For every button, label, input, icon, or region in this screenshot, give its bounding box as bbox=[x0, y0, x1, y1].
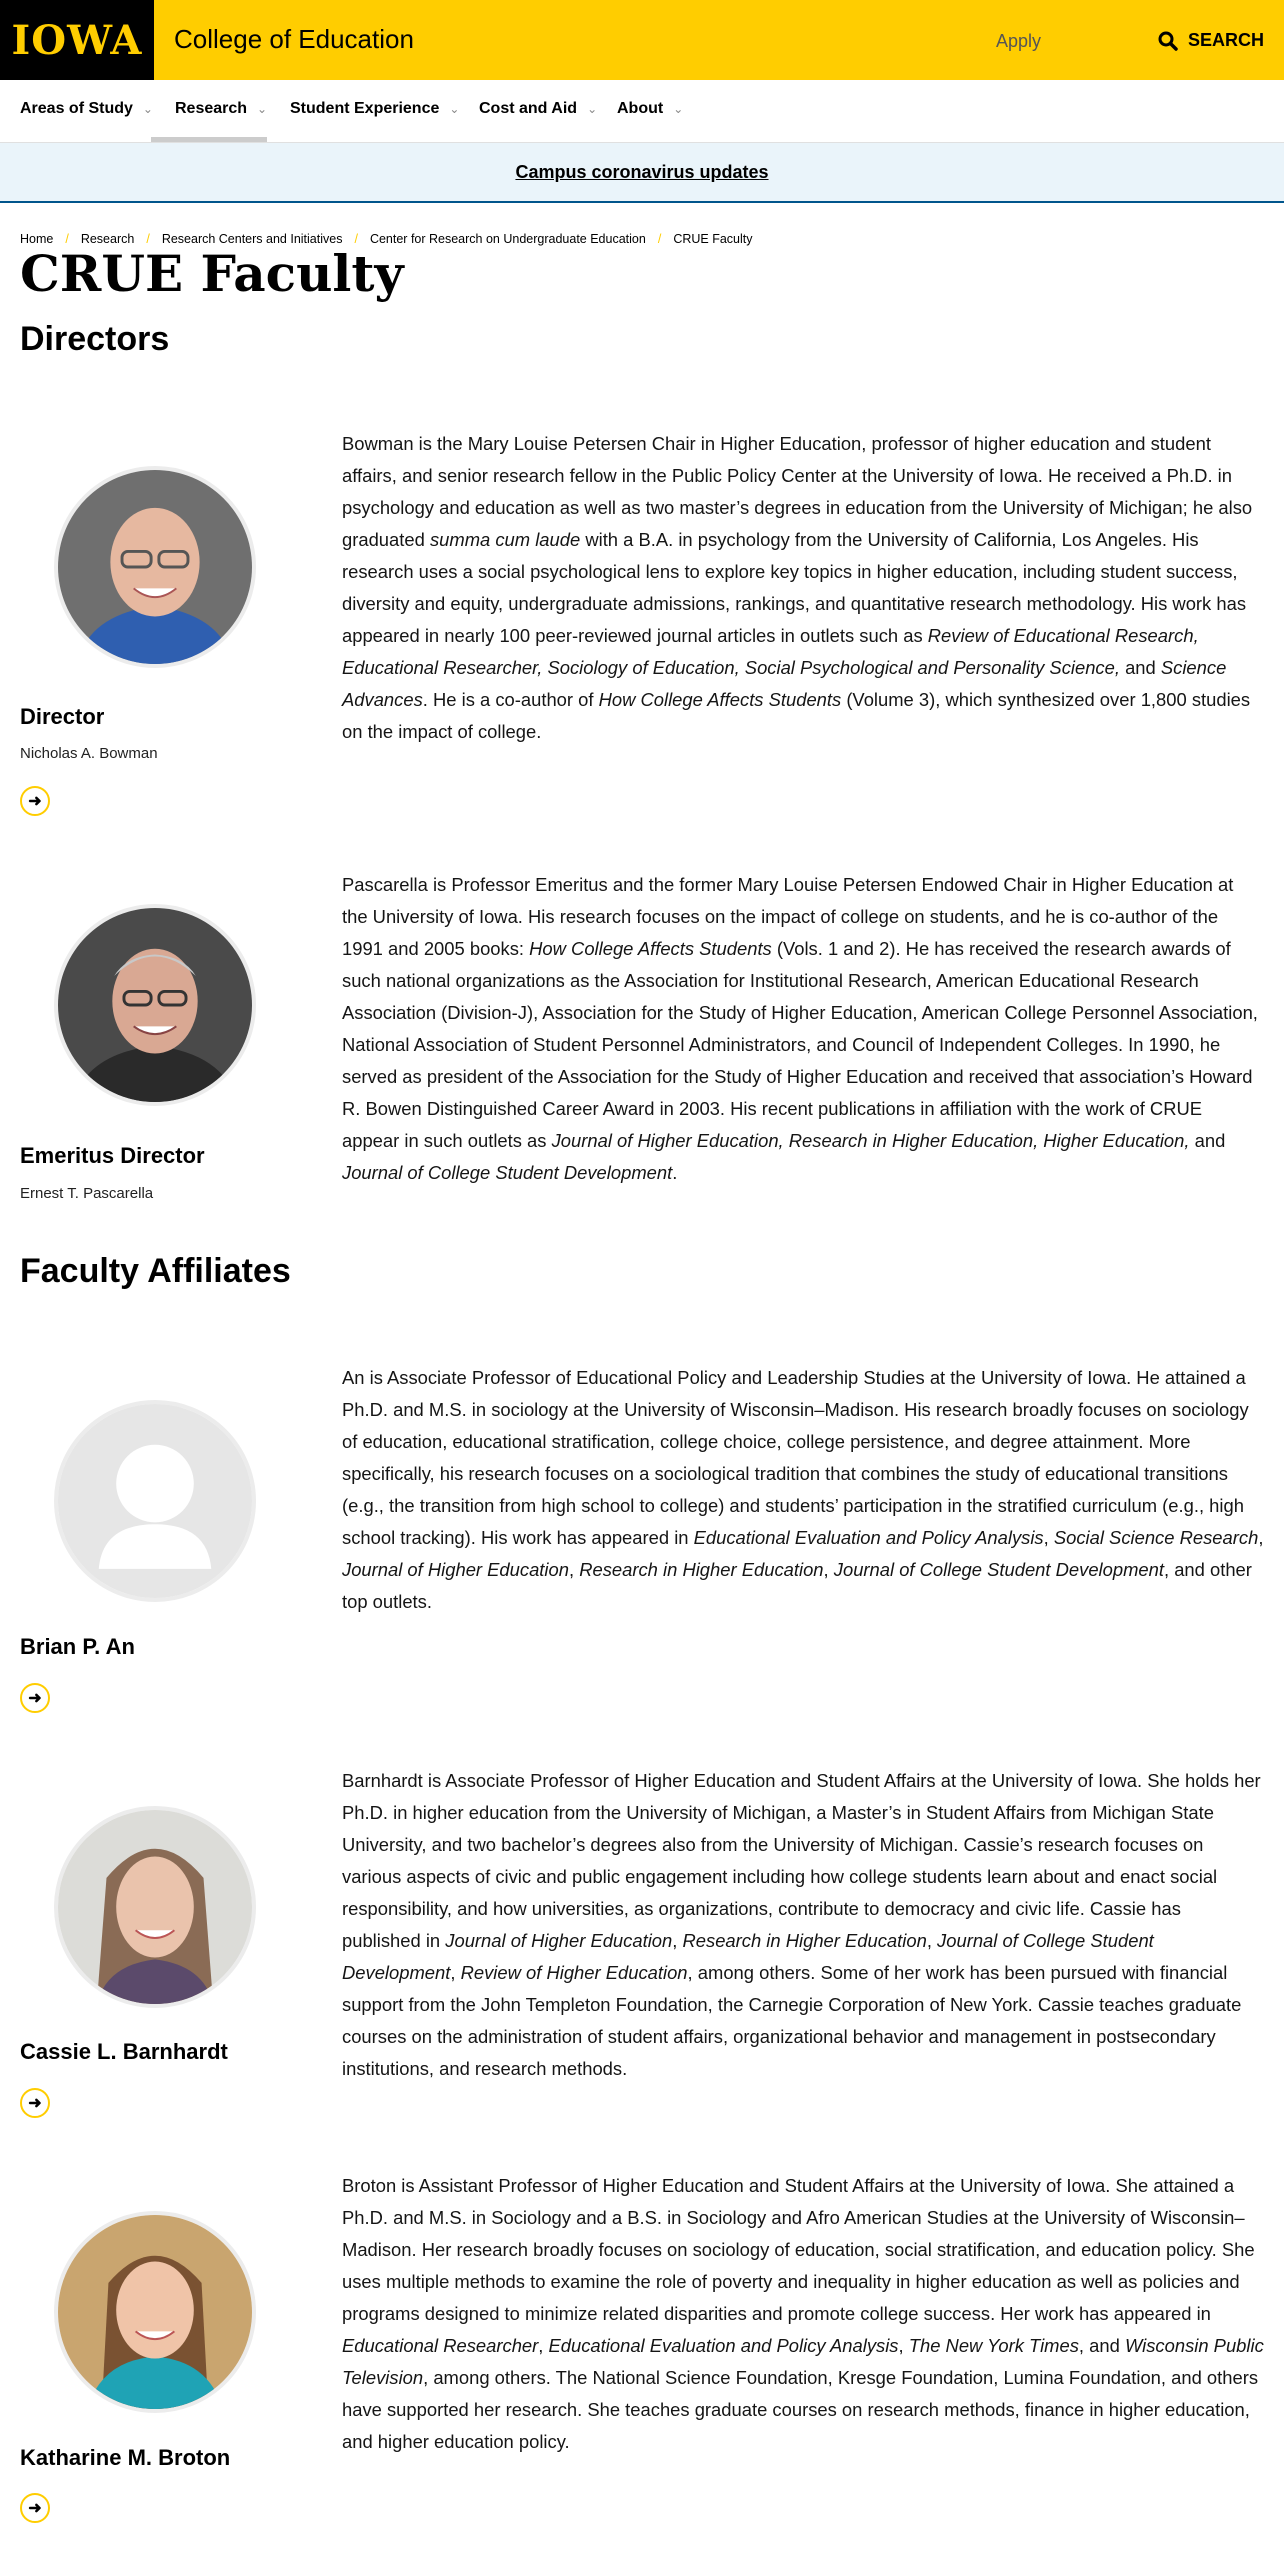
faculty-affiliates-heading: Faculty Affiliates bbox=[20, 1252, 291, 1290]
nav-cost-and-aid[interactable] bbox=[479, 100, 597, 118]
pascarella-photo bbox=[54, 904, 256, 1106]
nav-about[interactable] bbox=[617, 100, 683, 118]
nav-label: Student Experience bbox=[290, 100, 440, 117]
person-photo-icon bbox=[58, 2215, 252, 2409]
bio-italic-text: Research in Higher Education bbox=[682, 1930, 927, 1951]
bio-italic-text: How College Affects Students bbox=[529, 938, 772, 959]
bio-italic-text: How College Affects Students bbox=[598, 689, 842, 710]
page-title: CRUE Faculty bbox=[20, 244, 404, 303]
bio-italic-text: Educational Researcher bbox=[342, 2335, 539, 2356]
barnhardt-name: Cassie L. Barnhardt bbox=[20, 2039, 228, 2064]
person-photo-icon bbox=[58, 908, 252, 1102]
bio-italic-text: summa cum laude bbox=[429, 529, 581, 550]
bio-text: . He is a co-author of bbox=[422, 689, 599, 710]
breadcrumb-separator: / bbox=[65, 232, 69, 246]
nav-student-experience[interactable] bbox=[290, 100, 459, 118]
bio-text: Bowman is the Mary Louise Petersen Chair in Higher Education, professor of higher education and student affairs, and senior research fellow in the Public Policy Center at the University of Iowa. He received a Ph.D. in psychology and education as well as two master’s degrees in education from the University of Michigan; he also graduated bbox=[342, 433, 1253, 550]
chevron-down-icon: ⌄ bbox=[142, 102, 153, 116]
chevron-down-icon: ⌄ bbox=[587, 102, 598, 116]
search-icon bbox=[1158, 31, 1178, 51]
nav-label: Cost and Aid bbox=[479, 100, 578, 117]
bio-text: , among others. Some of her work has been pursued with financial support from the John Templeton Foundation, the Carnegie Corporation of New York. Cassie teaches graduate courses on the administration of student affairs, organizational behavior and management in postsecondary institutions, and research methods. bbox=[342, 1962, 1242, 2079]
apply-link[interactable]: Apply bbox=[996, 31, 1042, 51]
nav-label: About bbox=[617, 100, 664, 117]
bio-text: , bbox=[1258, 1527, 1264, 1548]
bowman-photo bbox=[54, 466, 256, 668]
nav-research[interactable] bbox=[175, 100, 267, 118]
bio-italic-text: Journal of Higher Education bbox=[445, 1930, 673, 1951]
bio-italic-text: Educational Evaluation and Policy Analysis bbox=[548, 2335, 899, 2356]
alert-banner bbox=[0, 143, 1284, 203]
breadcrumb-centers[interactable]: Research Centers and Initiatives bbox=[161, 232, 343, 246]
person-photo-icon bbox=[58, 1810, 252, 2004]
directors-heading: Directors bbox=[20, 320, 170, 358]
an-profile-link[interactable] bbox=[20, 1683, 50, 1713]
bio-text: , bbox=[926, 1930, 938, 1951]
bio-text: , bbox=[672, 1930, 683, 1951]
bio-italic-text: Review of Educational Research, Educational Researcher, Sociology of Education, Social Psychological and Personality Science, bbox=[342, 625, 1199, 678]
nav-areas-of-study[interactable] bbox=[20, 100, 153, 118]
broton-profile-link[interactable] bbox=[20, 2493, 50, 2523]
site-header bbox=[0, 0, 1284, 80]
iowa-logo[interactable] bbox=[0, 0, 154, 80]
bio-text: , bbox=[1043, 1527, 1054, 1548]
chevron-down-icon: ⌄ bbox=[673, 102, 684, 116]
breadcrumb-separator: / bbox=[657, 232, 662, 246]
chevron-down-icon: ⌄ bbox=[257, 102, 268, 116]
bio-italic-text: Research in Higher Education bbox=[579, 1559, 824, 1580]
chevron-down-icon: ⌄ bbox=[449, 102, 460, 116]
broton-photo bbox=[54, 2211, 256, 2413]
bio-text: Barnhardt is Associate Professor of Higher Education and Student Affairs at the University of Iowa. She holds her Ph.D. in higher education from the University of Michigan, a Master’s in Student Affairs from Michigan State University, and two bachelor’s degrees also from the University of Michigan. Cassie’s research focuses on various aspects of civic and public engagement including how college students learn about and enact social responsibility, and how universities, as organizations, contribute to democracy and civic life. Cassie has published in bbox=[342, 1770, 1261, 1951]
bio-text: , among others. The National Science Foundation, Kresge Foundation, Lumina Foundation, and others have supported her research. She teaches graduate courses on research methods, finance in higher education, and higher education policy. bbox=[342, 2367, 1259, 2452]
site-title[interactable]: College of Education bbox=[174, 24, 414, 54]
barnhardt-bio bbox=[342, 1765, 1264, 2085]
breadcrumb-research[interactable]: Research bbox=[80, 232, 135, 246]
bio-text: , and bbox=[1078, 2335, 1125, 2356]
bio-italic-text: Journal of College Student Development bbox=[833, 1559, 1164, 1580]
arrow-right-icon: ➜ bbox=[28, 2095, 42, 2112]
pascarella-bio bbox=[342, 869, 1264, 1189]
coronavirus-updates-link[interactable]: Campus coronavirus updates bbox=[515, 161, 769, 182]
bio-text: Broton is Assistant Professor of Higher Education and Student Affairs at the University of Iowa. She attained a Ph.D. and M.S. in Sociology and a B.S. in Sociology and Afro American Studies at the University of Wisconsin–Madison. Her research broadly focuses on sociology of education, social stratification, and education policy. She uses multiple methods to examine the role of poverty and inequality in higher education as well as policies and programs designed to minimize related disparities and promote college success. Her work has appeared in bbox=[342, 2175, 1255, 2324]
bowman-profile-link[interactable] bbox=[20, 786, 50, 816]
bio-italic-text: Journal of College Student Development bbox=[342, 1162, 673, 1183]
nav-label: Research bbox=[175, 100, 248, 117]
main-nav bbox=[0, 80, 1284, 143]
breadcrumb-crue[interactable]: Center for Research on Undergraduate Education bbox=[369, 232, 646, 246]
bio-text: and bbox=[1189, 1130, 1226, 1151]
broton-bio bbox=[342, 2170, 1264, 2458]
search-button[interactable] bbox=[1158, 30, 1264, 51]
bio-text: Pascarella is Professor Emeritus and the former Mary Louise Petersen Endowed Chair in Higher Education at the University of Iowa. His research focuses on the impact of college on students, and he is co-author of the 1991 and 2005 books: bbox=[342, 874, 1234, 959]
bio-italic-text: Journal of Higher Education, Research in Higher Education, Higher Education, bbox=[551, 1130, 1190, 1151]
bio-italic-text: Science Advances bbox=[342, 657, 1227, 710]
bio-italic-text: Journal of College Student Development bbox=[342, 1930, 1154, 1983]
bio-text: (Vols. 1 and 2). He has received the research awards of such national organizations as the Association for Institutional Research, American Educational Research Association (Division-J), Association for the Study of Higher Education, American College Personnel Association, National Association of Student Personnel Administrators, and Council of Independent Colleges. In 1990, he served as president of the Association for the Study of Higher Education and received that association’s Howard R. Bowen Distinguished Career Award in 2003. His recent publications in affiliation with the work of CRUE appear in such outlets as bbox=[342, 938, 1258, 1151]
broton-name: Katharine M. Broton bbox=[20, 2445, 231, 2470]
bio-text: , bbox=[450, 1962, 461, 1983]
bio-italic-text: Journal of Higher Education bbox=[342, 1559, 569, 1580]
bio-italic-text: The New York Times bbox=[908, 2335, 1079, 2356]
bio-text: , bbox=[898, 2335, 909, 2356]
arrow-right-icon: ➜ bbox=[28, 793, 42, 810]
search-label: SEARCH bbox=[1188, 30, 1265, 50]
an-name: Brian P. An bbox=[20, 1634, 135, 1659]
barnhardt-photo bbox=[54, 1806, 256, 2008]
bio-text: An is Associate Professor of Educational Policy and Leadership Studies at the University of Iowa. He attained a Ph.D. and M.S. in sociology at the University of Wisconsin–Madison. His research broadly focuses on sociology of education, educational stratification, college choice, college persistence, and degree attainment. More specifically, his research focuses on a sociological tradition that combines the study of educational transitions (e.g., the transition from high school to college) and students’ participation in the stratified curriculum (e.g., high school tracking). His work has appeared in bbox=[342, 1367, 1249, 1548]
bio-text: , bbox=[568, 1559, 580, 1580]
an-bio bbox=[342, 1362, 1264, 1618]
breadcrumb-home[interactable]: Home bbox=[20, 232, 54, 246]
pascarella-name: Ernest T. Pascarella bbox=[20, 1185, 154, 1202]
bio-text: , bbox=[823, 1559, 834, 1580]
bowman-role: Director bbox=[20, 704, 105, 729]
person-photo-icon bbox=[58, 470, 252, 664]
bio-italic-text: Review of Higher Education bbox=[460, 1962, 688, 1983]
bio-text: and bbox=[1119, 657, 1161, 678]
breadcrumb-separator: / bbox=[354, 232, 358, 246]
arrow-right-icon: ➜ bbox=[28, 1690, 42, 1707]
breadcrumb-separator: / bbox=[146, 232, 150, 246]
nav-active-indicator bbox=[151, 137, 267, 142]
nav-label: Areas of Study bbox=[20, 100, 133, 117]
bio-text: with a B.A. in psychology from the University of California, Los Angeles. His research uses a social psychological lens to explore key topics in higher education, including student success, diversity and equity, undergraduate admissions, rankings, and quantitative research methodology. His work has appeared in nearly 100 peer-reviewed journal articles in outlets such as bbox=[342, 529, 1247, 646]
bowman-bio bbox=[342, 428, 1264, 748]
bowman-name: Nicholas A. Bowman bbox=[20, 745, 158, 762]
bio-italic-text: Social Science Research bbox=[1053, 1527, 1259, 1548]
an-photo-placeholder bbox=[54, 1400, 256, 1602]
pascarella-role: Emeritus Director bbox=[20, 1143, 205, 1168]
bio-italic-text: Wisconsin Public Television bbox=[342, 2335, 1264, 2388]
arrow-right-icon: ➜ bbox=[28, 2500, 42, 2517]
logo-text: IOWA bbox=[11, 16, 143, 64]
bio-text: . bbox=[672, 1162, 678, 1183]
bio-text: , and other top outlets. bbox=[342, 1559, 1252, 1612]
bio-text: , bbox=[538, 2335, 549, 2356]
breadcrumb-current: CRUE Faculty bbox=[673, 232, 753, 246]
barnhardt-profile-link[interactable] bbox=[20, 2088, 50, 2118]
bio-text: (Volume 3), which synthesized over 1,800 studies on the impact of college. bbox=[342, 689, 1251, 742]
bio-italic-text: Educational Evaluation and Policy Analysis bbox=[693, 1527, 1044, 1548]
user-placeholder-icon bbox=[58, 1404, 252, 1598]
